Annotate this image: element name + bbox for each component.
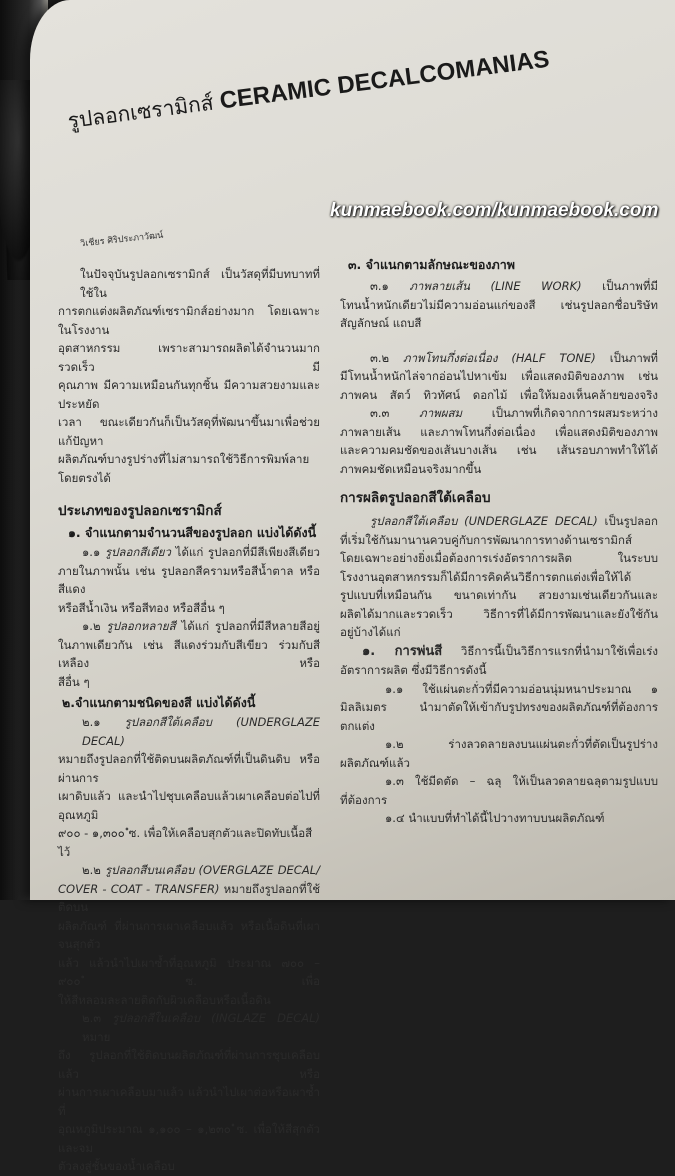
line-text: คุณภาพ มีความเหมือนกันทุกชิ้น มีความสวยงามและประหยัด — [58, 378, 320, 411]
item-number: ๑.๑ — [385, 681, 404, 696]
text-line — [340, 277, 658, 296]
item-number: ๒.๒ — [82, 863, 101, 877]
section-heading — [340, 488, 658, 508]
text-line — [340, 586, 658, 605]
text-line — [340, 531, 658, 550]
italic-term: รูปลอกสีใต้เคลือบ (UNDERGLAZE DECAL) — [370, 514, 598, 528]
text-line — [58, 673, 320, 692]
line-text: มีโทนน้ำหนักไล่จากอ่อนไปหาเข้ม เพื่อแสดงมิติของภาพ เช่น — [340, 369, 658, 383]
line-text: อุณหภูมิประมาณ ๑,๑๐๐ – ๑,๒๓๐ ํซ. เพื่อให้สีสุกตัวและจม — [58, 1122, 320, 1155]
text-line — [340, 549, 658, 568]
text-line — [58, 880, 320, 917]
italic-term: รูปลอกสีบนเคลือบ (OVERGLAZE DECAL/ — [104, 863, 320, 877]
text-line — [340, 349, 658, 368]
text-line — [58, 787, 320, 824]
line-text: เป็นภาพที่เกิดจากการผสมระหว่าง — [491, 406, 659, 420]
line-text: ผ่านการเผาเคลือบมาแล้ว แล้วนำไปเผาต่อหรือเผาซ้ำที่ — [58, 1085, 320, 1118]
line-text: หรือสีน้ำเงิน หรือสีทอง หรือสีอื่น ๆ — [58, 600, 225, 615]
line-text: ตัวลงสู่ชั้นของน้ำเคลือบ — [58, 1159, 175, 1173]
text-line — [58, 339, 320, 376]
italic-term: ภาพโทนกึ่งต่อเนื่อง (HALF TONE) — [403, 350, 596, 365]
text-line — [58, 376, 320, 413]
text-line — [340, 642, 658, 662]
line-text: ในปัจจุบันรูปลอกเซรามิกส์ เป็นวัสดุที่มีบทบาทที่ใช้ใน — [80, 267, 320, 300]
article-title-english: CERAMIC DECALCOMANIAS — [218, 45, 551, 115]
line-text: ผลิตภัณฑ์แล้ว — [340, 755, 410, 770]
section-heading — [340, 255, 658, 275]
line-text: แล้ว แล้วนำไปเผาซ้ำที่อุณหภูมิ ประมาณ ๗๐๐ – ๙๐๐ ํซ. เพื่อ — [58, 955, 320, 988]
item-number: ๓.๑ — [370, 279, 389, 293]
line-text: ผลิตภัณฑ์ ที่ผ่านการเผาเคลือบแล้ว หรือเนื้อดินที่เผาจนสุกตัว — [58, 918, 320, 951]
line-text: ใช้แผ่นตะกั่วที่มีความอ่อนนุ่มหนาประมาณ ๑ — [422, 681, 658, 696]
line-text: ร่างลวดลายลงบนแผ่นตะกั่วที่ตัดเป็นรูปร่าง — [448, 737, 658, 751]
text-line — [340, 441, 658, 460]
item-number: ๓.๒ — [370, 350, 390, 365]
line-text: รูปแบบที่เหมือนกัน ขนาดเท่ากัน สวยงามเช่นเดียวกันและ — [340, 588, 658, 602]
line-text: ภาพคมชัดเหมือนจริงมากขึ้น — [340, 461, 482, 476]
item-number: ๑.๑ — [82, 545, 101, 559]
line-text: ได้แก่ รูปลอกที่มีสีเพียงสีเดียว — [175, 545, 321, 559]
text-line — [58, 750, 320, 787]
line-text: หมาย — [82, 1029, 111, 1044]
line-text: เป็นรูปลอก — [604, 514, 659, 528]
line-text: ๓. จำแนกตามลักษณะของภาพ — [348, 257, 515, 272]
text-line — [340, 460, 658, 479]
line-text: และความคมชัดของเส้นบางเส้น เช่น เส้นรอบภาพทำให้ได้ — [340, 443, 658, 457]
line-text: นำแบบที่ทำได้นี้ไปวางทาบบนผลิตภัณฑ์ — [408, 811, 605, 825]
item-number: ๓.๓ — [370, 406, 390, 420]
text-line — [58, 861, 320, 880]
line-text: เผาดิบแล้ว และนำไปชุบเคลือบแล้วเผาเคลือบต่อไปที่อุณหภูมิ — [58, 789, 320, 822]
text-line — [58, 599, 320, 618]
text-line — [340, 680, 658, 699]
line-text: เวลา ขณะเดียวกันก็เป็นวัสดุที่พัฒนาขึ้นมาเพื่อช่วยแก้ปัญหา — [58, 415, 320, 448]
item-number: ๑.๒ — [82, 619, 101, 633]
text-line — [340, 661, 658, 680]
text-line — [58, 1046, 320, 1083]
text-line — [58, 1083, 320, 1120]
text-line — [58, 617, 320, 636]
left-column — [58, 265, 320, 1176]
item-number: ๒.๑ — [82, 715, 101, 729]
section-heading — [58, 523, 320, 543]
text-line — [340, 423, 658, 442]
line-text: ใช้มีดตัด – ฉลุ ให้เป็นลวดลายฉลุตามรูปแบบ — [415, 774, 658, 788]
line-text: สีอื่น ๆ — [58, 674, 90, 689]
text-line — [58, 991, 320, 1010]
text-line — [58, 824, 320, 861]
line-text: ที่เริ่มใช้กันมานานควบคู่กับการพัฒนาการทางด้านเซรามิกส์ — [340, 532, 632, 547]
author-name: วิเชียร ศิริประภาวัฒน์ — [79, 230, 164, 250]
text-line — [340, 791, 658, 810]
section-heading — [58, 693, 320, 713]
line-text: การผลิตรูปลอกสีใต้เคลือบ — [340, 490, 491, 506]
text-line — [340, 772, 658, 791]
line-text: หมายถึงรูปลอกที่ใช้ติดบนผลิตภัณฑ์ที่เป็นดินดิบ หรือผ่านการ — [58, 752, 320, 785]
line-text: โทนน้ำหนักเดียวไม่มีความอ่อนแก่ของสี เช่นรูปลอกชื่อบริษัท — [340, 297, 658, 312]
item-number: ๑.๔ — [385, 811, 405, 825]
text-line — [58, 713, 320, 750]
line-text: โดยเฉพาะอย่างยิ่งเมื่อต้องการเร่งอัตราการผลิต ในระบบ — [340, 551, 658, 565]
line-text: ภายในภาพนั้น เช่น รูปลอกสีครามหรือสีน้ำตาล หรือสีแดง — [58, 563, 320, 596]
section-heading — [58, 501, 320, 521]
text-line — [340, 386, 658, 405]
line-text: ประเภทของรูปลอกเซรามิกส์ — [58, 503, 222, 519]
right-column — [340, 255, 658, 828]
text-line — [340, 568, 658, 587]
line-text: เป็นภาพที่มี — [602, 279, 659, 293]
line-text: ๒.จำแนกตามชนิดของสี แบ่งได้ดังนี้ — [62, 695, 256, 710]
italic-term: ภาพลายเส้น (LINE WORK) — [409, 279, 582, 293]
italic-term: COVER - COAT - TRANSFER) — [58, 881, 220, 896]
line-text: อยู่บ้างได้แก่ — [340, 625, 401, 639]
item-number: ๑.๓ — [385, 774, 404, 788]
text-line — [340, 314, 658, 333]
line-text: ในภาพเดียวกัน เช่น สีแดงร่วมกับสีเขียว ร่วมกับสีเหลือง หรือ — [58, 637, 320, 670]
text-line — [340, 735, 658, 754]
text-line — [340, 623, 658, 642]
text-line — [58, 265, 320, 302]
text-line — [340, 367, 658, 386]
line-text: วิธีการนี้เป็นวิธีการแรกที่นำมาใช้เพื่อเร่ง — [460, 643, 659, 658]
text-line — [58, 917, 320, 954]
text-line — [340, 404, 658, 423]
item-number: ๒.๓ — [82, 1011, 102, 1025]
text-line — [340, 296, 658, 315]
text-line — [58, 1157, 320, 1176]
line-text: ถึง รูปลอกที่ใช้ติดบนผลิตภัณฑ์ที่ผ่านการชุบเคลือบแล้ว หรือ — [58, 1048, 320, 1081]
line-text: เป็นภาพที่ — [609, 350, 658, 365]
line-text: ๑. จำแนกตามจำนวนสีของรูปลอก แบ่งได้ดังนี้ — [68, 525, 317, 540]
text-line — [58, 1120, 320, 1157]
italic-term: รูปลอกสีเดียว — [104, 545, 171, 559]
line-text: ภาพลายเส้น และภาพโทนกึ่งต่อเนื่อง เพื่อแสดงมิติของภาพ — [340, 424, 658, 439]
italic-term: รูปลอกสีในเคลือบ (INGLAZE DECAL) — [112, 1011, 320, 1025]
text-line — [340, 605, 658, 624]
text-line — [58, 954, 320, 991]
line-text: หมายถึงรูปลอกที่ใช้ติดบน — [58, 881, 321, 914]
article-title-thai: รูปลอกเซรามิกส์ — [66, 90, 215, 134]
text-line — [58, 450, 320, 487]
text-line — [340, 754, 658, 773]
line-text: ๙๐๐ - ๑,๓๐๐ ํซ. เพื่อให้เคลือบสุกตัวและปิดทับเนื้อสีไว้ — [58, 826, 313, 859]
line-text: อุตสาหกรรม เพราะสามารถผลิตได้จำนวนมาก รวดเร็ว มี — [58, 341, 320, 374]
line-text: อัตราการผลิต ซึ่งมีวิธีการดังนี้ — [340, 663, 487, 677]
line-text: ผลิตได้มากและรวดเร็ว วิธีการที่ได้มีการพัฒนาและยังใช้กัน — [340, 606, 658, 621]
text-line — [340, 698, 658, 735]
text-line — [340, 809, 658, 828]
line-text: สัญลักษณ์ แถบสี — [340, 316, 422, 330]
item-number: ๑.๒ — [385, 737, 404, 751]
line-text: การตกแต่งผลิตภัณฑ์เซรามิกส์อย่างมาก โดยเฉพาะในโรงงาน — [58, 304, 320, 337]
text-line — [58, 413, 320, 450]
italic-term: รูปลอกหลายสี — [106, 619, 176, 633]
line-text: ผลิตภัณฑ์บางรูปร่างที่ไม่สามารถใช้วิธีการพิมพ์ลายโดยตรงได้ — [58, 452, 310, 485]
line-text: ภาพคน สัตว์ ทิวทัศน์ ดอกไม้ เพื่อให้มองเห็นคล้ายของจริง — [340, 387, 658, 402]
italic-term: ภาพผสม — [419, 406, 463, 420]
text-line — [340, 512, 658, 531]
bold-label: ๑. การพ่นสี — [362, 643, 443, 659]
watermark: kunmaebook.com/kunmaebook.com — [330, 200, 659, 221]
line-text: มิลลิเมตร นำมาตัดให้เข้ากับรูปทรงของผลิตภัณฑ์ที่ต้องการตกแต่ง — [340, 700, 658, 733]
italic-term: รูปลอกสีใต้เคลือบ (UNDERGLAZE DECAL) — [82, 715, 320, 748]
text-line — [58, 636, 320, 673]
line-text: ได้แก่ รูปลอกที่มีสีหลายสีอยู่ — [181, 619, 321, 633]
text-line — [58, 1009, 320, 1046]
line-text: โรงงานอุตสาหกรรมก็ได้มีการคิดค้นวิธีการตกแต่งเพื่อให้ได้ — [340, 569, 632, 584]
line-text: ให้สีหลอมละลายติดกับผิวเคลือบหรือเนื้อดิน — [58, 992, 271, 1007]
text-line — [58, 562, 320, 599]
line-text: ที่ต้องการ — [340, 792, 388, 807]
text-line — [58, 543, 320, 562]
text-line — [58, 302, 320, 339]
